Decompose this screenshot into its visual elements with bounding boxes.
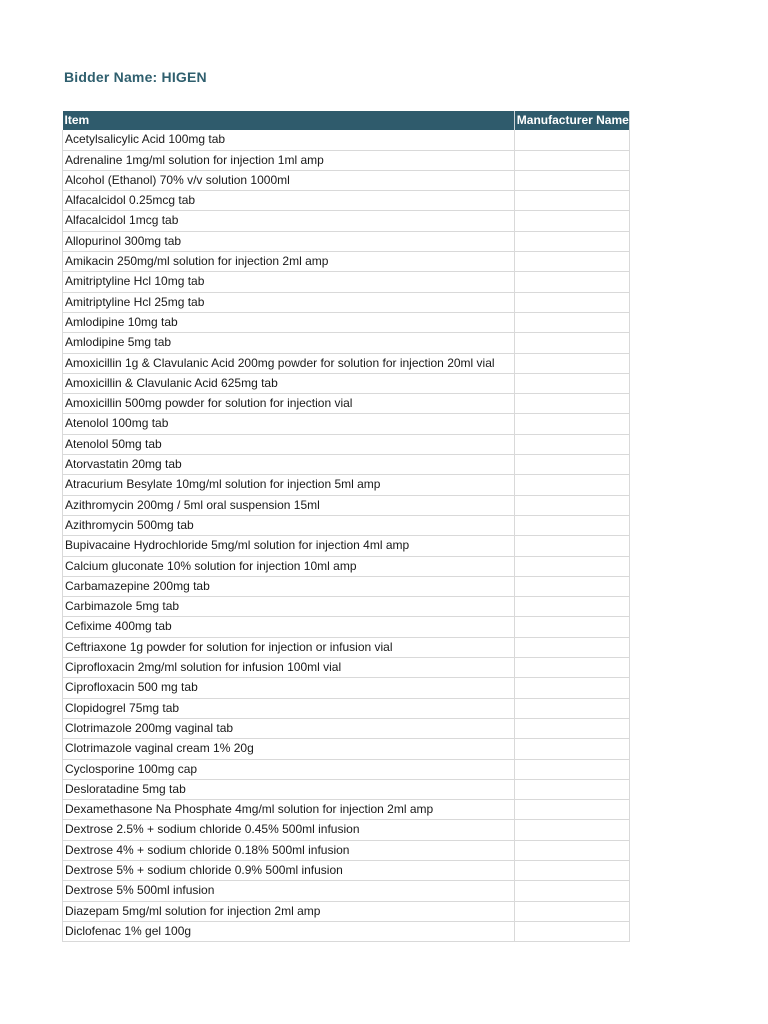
table-header-row — [63, 111, 630, 130]
manufacturer-cell — [514, 394, 629, 414]
manufacturer-cell — [514, 150, 629, 170]
table-row — [63, 231, 630, 251]
table-row — [63, 211, 630, 231]
item-cell: Dextrose 4% + sodium chloride 0.18% 500ml infusion — [63, 840, 515, 860]
item-cell: Allopurinol 300mg tab — [63, 231, 515, 251]
manufacturer-cell — [514, 840, 629, 860]
manufacturer-cell — [514, 576, 629, 596]
manufacturer-cell — [514, 455, 629, 475]
manufacturer-cell — [514, 901, 629, 921]
item-cell: Amikacin 250mg/ml solution for injection 2ml amp — [63, 252, 515, 272]
manufacturer-cell — [514, 658, 629, 678]
manufacturer-cell — [514, 312, 629, 332]
manufacturer-cell — [514, 414, 629, 434]
manufacturer-cell — [514, 515, 629, 535]
manufacturer-cell — [514, 333, 629, 353]
table-row — [63, 759, 630, 779]
column-header-item: Item — [63, 111, 515, 130]
manufacturer-cell — [514, 292, 629, 312]
item-cell: Clopidogrel 75mg tab — [63, 698, 515, 718]
manufacturer-cell — [514, 881, 629, 901]
item-cell: Atenolol 50mg tab — [63, 434, 515, 454]
item-cell: Dexamethasone Na Phosphate 4mg/ml solution for injection 2ml amp — [63, 800, 515, 820]
bidder-name-heading: Bidder Name: HIGEN — [64, 69, 207, 85]
item-cell: Dextrose 5% 500ml infusion — [63, 881, 515, 901]
items-table — [62, 111, 630, 942]
manufacturer-cell — [514, 252, 629, 272]
item-cell: Dextrose 5% + sodium chloride 0.9% 500ml infusion — [63, 860, 515, 880]
table-row — [63, 901, 630, 921]
item-cell: Dextrose 2.5% + sodium chloride 0.45% 500ml infusion — [63, 820, 515, 840]
manufacturer-cell — [514, 556, 629, 576]
item-cell: Bupivacaine Hydrochloride 5mg/ml solution for injection 4ml amp — [63, 536, 515, 556]
table-row — [63, 475, 630, 495]
item-cell: Clotrimazole 200mg vaginal tab — [63, 718, 515, 738]
manufacturer-cell — [514, 739, 629, 759]
manufacturer-cell — [514, 191, 629, 211]
table-row — [63, 617, 630, 637]
manufacturer-cell — [514, 597, 629, 617]
table-row — [63, 394, 630, 414]
table-row — [63, 536, 630, 556]
table-row — [63, 698, 630, 718]
table-row — [63, 292, 630, 312]
column-header-manufacturer: Manufacturer Name — [514, 111, 629, 130]
manufacturer-cell — [514, 434, 629, 454]
item-cell: Amlodipine 10mg tab — [63, 312, 515, 332]
manufacturer-cell — [514, 759, 629, 779]
item-cell: Amoxicillin 500mg powder for solution for injection vial — [63, 394, 515, 414]
table-row — [63, 272, 630, 292]
manufacturer-cell — [514, 698, 629, 718]
manufacturer-cell — [514, 617, 629, 637]
item-cell: Atracurium Besylate 10mg/ml solution for injection 5ml amp — [63, 475, 515, 495]
table-row — [63, 455, 630, 475]
table-row — [63, 739, 630, 759]
item-cell: Ceftriaxone 1g powder for solution for injection or infusion vial — [63, 637, 515, 657]
manufacturer-cell — [514, 637, 629, 657]
item-cell: Alfacalcidol 0.25mcg tab — [63, 191, 515, 211]
table-row — [63, 800, 630, 820]
manufacturer-cell — [514, 373, 629, 393]
manufacturer-cell — [514, 231, 629, 251]
manufacturer-cell — [514, 353, 629, 373]
table-body — [63, 130, 630, 941]
table-row — [63, 820, 630, 840]
manufacturer-cell — [514, 130, 629, 150]
item-cell: Amoxicillin & Clavulanic Acid 625mg tab — [63, 373, 515, 393]
item-cell: Azithromycin 200mg / 5ml oral suspension 15ml — [63, 495, 515, 515]
table-row — [63, 597, 630, 617]
item-cell: Desloratadine 5mg tab — [63, 779, 515, 799]
item-cell: Atenolol 100mg tab — [63, 414, 515, 434]
table-row — [63, 515, 630, 535]
item-cell: Cefixime 400mg tab — [63, 617, 515, 637]
table-row — [63, 860, 630, 880]
table-row — [63, 333, 630, 353]
manufacturer-cell — [514, 860, 629, 880]
table-row — [63, 252, 630, 272]
table-row — [63, 718, 630, 738]
manufacturer-cell — [514, 211, 629, 231]
table-row — [63, 556, 630, 576]
item-cell: Amitriptyline Hcl 10mg tab — [63, 272, 515, 292]
item-cell: Diclofenac 1% gel 100g — [63, 921, 515, 941]
table-row — [63, 130, 630, 150]
manufacturer-cell — [514, 475, 629, 495]
table-row — [63, 150, 630, 170]
manufacturer-cell — [514, 779, 629, 799]
item-cell: Alfacalcidol 1mcg tab — [63, 211, 515, 231]
table-row — [63, 840, 630, 860]
manufacturer-cell — [514, 718, 629, 738]
table-row — [63, 170, 630, 190]
table-row — [63, 881, 630, 901]
table-row — [63, 353, 630, 373]
item-cell: Atorvastatin 20mg tab — [63, 455, 515, 475]
table-row — [63, 658, 630, 678]
manufacturer-cell — [514, 921, 629, 941]
item-cell: Calcium gluconate 10% solution for injection 10ml amp — [63, 556, 515, 576]
item-cell: Amlodipine 5mg tab — [63, 333, 515, 353]
table-row — [63, 312, 630, 332]
table-row — [63, 921, 630, 941]
table-row — [63, 191, 630, 211]
item-cell: Ciprofloxacin 2mg/ml solution for infusion 100ml vial — [63, 658, 515, 678]
manufacturer-cell — [514, 536, 629, 556]
item-cell: Amoxicillin 1g & Clavulanic Acid 200mg powder for solution for injection 20ml vial — [63, 353, 515, 373]
item-cell: Clotrimazole vaginal cream 1% 20g — [63, 739, 515, 759]
manufacturer-cell — [514, 495, 629, 515]
table-row — [63, 637, 630, 657]
item-cell: Alcohol (Ethanol) 70% v/v solution 1000ml — [63, 170, 515, 190]
table-row — [63, 678, 630, 698]
table-row — [63, 434, 630, 454]
manufacturer-cell — [514, 272, 629, 292]
table-row — [63, 779, 630, 799]
manufacturer-cell — [514, 170, 629, 190]
item-cell: Cyclosporine 100mg cap — [63, 759, 515, 779]
manufacturer-cell — [514, 820, 629, 840]
table-row — [63, 373, 630, 393]
table-row — [63, 576, 630, 596]
table-row — [63, 495, 630, 515]
manufacturer-cell — [514, 800, 629, 820]
item-cell: Diazepam 5mg/ml solution for injection 2ml amp — [63, 901, 515, 921]
item-cell: Carbimazole 5mg tab — [63, 597, 515, 617]
item-cell: Adrenaline 1mg/ml solution for injection 1ml amp — [63, 150, 515, 170]
manufacturer-cell — [514, 678, 629, 698]
item-cell: Acetylsalicylic Acid 100mg tab — [63, 130, 515, 150]
table-row — [63, 414, 630, 434]
item-cell: Amitriptyline Hcl 25mg tab — [63, 292, 515, 312]
item-cell: Carbamazepine 200mg tab — [63, 576, 515, 596]
item-cell: Azithromycin 500mg tab — [63, 515, 515, 535]
item-cell: Ciprofloxacin 500 mg tab — [63, 678, 515, 698]
